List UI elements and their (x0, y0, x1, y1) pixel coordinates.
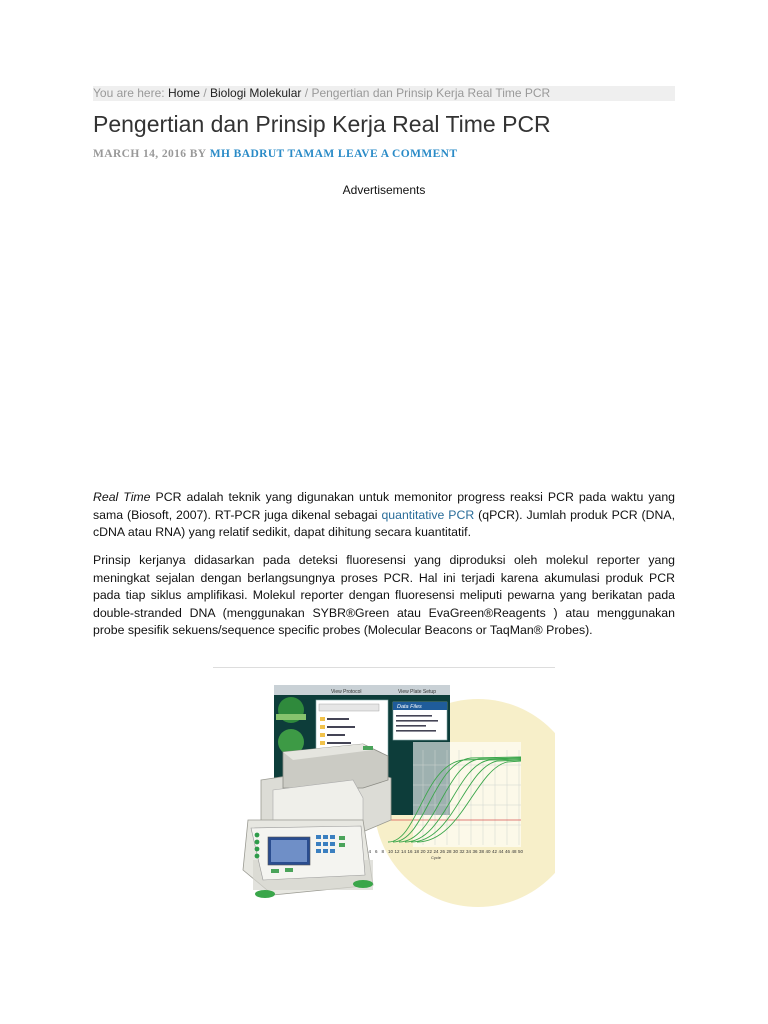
x-tick: 32 (459, 849, 465, 854)
x-tick: 14 (401, 849, 407, 854)
intro-text-b: (qPCR). Jumlah produk PCR (DNA, cDNA atau RNA) yang relatif sedikit, dapat dihitung secara kuantitatif. (93, 507, 675, 539)
cycler-foot (255, 890, 275, 898)
data-files-title: Data Files (397, 704, 422, 710)
x-tick: 34 (466, 849, 472, 854)
intro-italic: Real Time (93, 490, 151, 504)
breadcrumb-current: Pengertian dan Prinsip Kerja Real Time PCR (311, 86, 551, 100)
post-by: BY (189, 148, 207, 160)
x-axis-label: Cycle (431, 855, 442, 860)
x-tick: 4 (368, 849, 372, 854)
figure-divider (213, 667, 555, 668)
breadcrumb-separator: / (203, 86, 207, 100)
post-date: MARCH 14, 2016 (93, 148, 187, 160)
x-tick: 44 (498, 849, 504, 854)
window-tab-right: View Plate Setup (398, 689, 436, 695)
x-tick: 28 (446, 849, 452, 854)
x-tick: 6 (375, 849, 378, 854)
breadcrumb (93, 86, 675, 101)
intro-text-a: PCR adalah teknik yang digunakan untuk memonitor progress reaksi PCR pada waktu yang sama (Biosoft, 2007). RT-PCR juga dikenal sebagai (93, 490, 675, 522)
x-tick: 20 (420, 849, 426, 854)
window-tab-left: View Protocol (331, 689, 362, 695)
x-tick: 24 (433, 849, 439, 854)
x-tick: 46 (505, 849, 511, 854)
page-title: Pengertian dan Prinsip Kerja Real Time PCR (93, 111, 551, 137)
x-tick: 26 (440, 849, 446, 854)
x-tick: 22 (427, 849, 433, 854)
x-tick: 10 (388, 849, 394, 854)
intro-paragraph (93, 489, 675, 542)
x-tick: 36 (472, 849, 478, 854)
leave-comment-link[interactable]: LEAVE A COMMENT (337, 148, 458, 160)
breadcrumb-separator: / (304, 86, 309, 100)
breadcrumb-home-link[interactable]: Home (167, 86, 200, 100)
principle-paragraph: Prinsip kerjanya didasarkan pada deteksi fluoresensi yang diproduksi oleh molekul reporter yang meningkat sejalan dengan berlangsungnya proses PCR. Hal ini terjadi karena akumulasi produk PCR pada tiap siklus amplifikasi. Molekul reporter dengan fluoresensi meliputi pewarna yang berikatan pada double-stranded DNA (menggunakan SYBR®Green atau EvaGreen®Reagents ) atau menggunakan probe spesifik sekuens/sequence specific probes (Molecular Beacons or TaqMan® Probes). (93, 553, 675, 637)
x-tick: 40 (485, 849, 491, 854)
x-tick: 38 (479, 849, 485, 854)
x-tick: 48 (511, 849, 517, 854)
x-tick: 42 (492, 849, 498, 854)
breadcrumb-category-link[interactable]: Biologi Molekular (210, 86, 302, 100)
quantitative-pcr-link[interactable]: quantitative PCR (381, 507, 475, 522)
x-tick: 12 (394, 849, 400, 854)
post-meta (93, 148, 457, 160)
x-tick: 30 (453, 849, 459, 854)
pcr-machine-illustration (213, 670, 555, 920)
x-tick: 16 (407, 849, 413, 854)
x-tick: 50 (518, 849, 524, 854)
pcr-machine-figure (213, 670, 555, 920)
advertisements-label: Advertisements (342, 183, 426, 197)
author-link[interactable]: MH BADRUT TAMAM (209, 148, 335, 160)
x-tick: 18 (414, 849, 420, 854)
x-tick: 8 (381, 849, 385, 854)
breadcrumb-prefix: You are here: (93, 86, 165, 100)
